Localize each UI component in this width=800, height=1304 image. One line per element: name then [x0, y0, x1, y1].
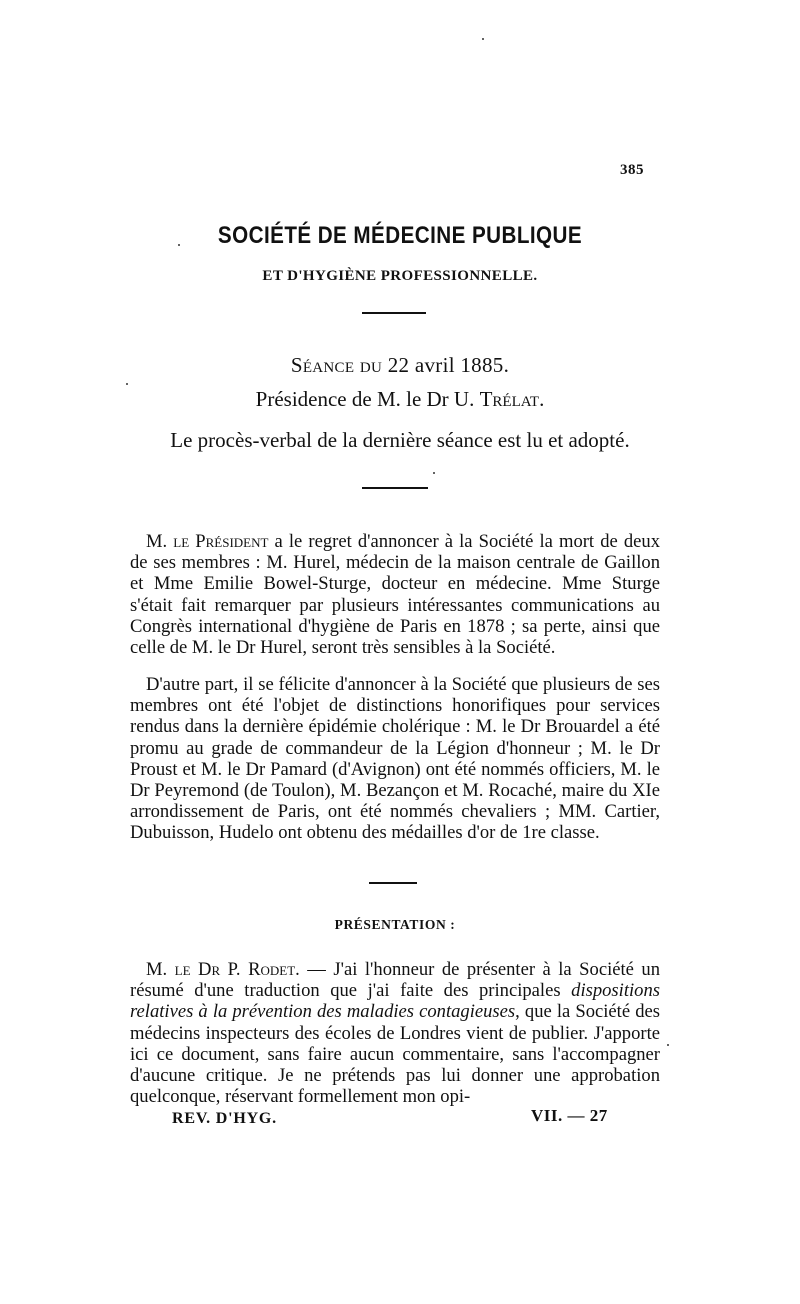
seance-date-line	[130, 353, 670, 378]
society-subtitle: ET D'HYGIÈNE PROFESSIONNELLE.	[262, 268, 538, 284]
seance-prefix: Séance du	[290, 353, 383, 377]
speaker-name: M. le Dr P. Rodet.	[146, 959, 300, 980]
footer-journal: REV. D'HYG.	[172, 1110, 277, 1127]
separator-rule	[362, 487, 428, 489]
seance-date: 22 avril 1885.	[387, 353, 510, 377]
print-speck	[482, 38, 484, 40]
print-speck	[126, 383, 128, 385]
presidence-prefix: Présidence de M. le Dr U.	[255, 387, 475, 411]
page-number: 385	[620, 162, 644, 178]
section-heading: PRÉSENTATION :	[334, 917, 456, 932]
presidence-name: Trélat.	[479, 387, 545, 411]
presidence-line	[130, 387, 670, 412]
paragraph-text: a le regret d'annoncer à la Société la mort de deux de ses membres : M. Hurel, médecin de la maison centrale de Gaillon et Mme Emilie Bowel-Sturge, docteur en médecine. Mme Sturge s'était fait remarquer par plusieurs intéressantes communications au Congrès international d'hygiène de Paris en 1878 ; sa perte, ainsi que celle de M. le Dr Hurel, seront très sensibles à la Société.	[130, 531, 660, 659]
print-speck	[433, 472, 435, 474]
separator-rule	[362, 312, 426, 314]
society-title: SOCIÉTÉ DE MÉDECINE PUBLIQUE	[217, 222, 583, 249]
paragraph-president	[130, 531, 660, 658]
italic-title: dispositions relatives à la prévention des maladies contagieuses	[130, 980, 660, 1023]
print-speck	[178, 244, 180, 246]
paragraph-distinctions: D'autre part, il se félicite d'annoncer à la Société que plusieurs de ses membres ont été l'objet de distinctions honorifiques pour services rendus dans la dernière épidémie cholérique : M. le Dr Brouardel a été promu au grade de commandeur de la Légion d'honneur ; M. le Dr Proust et M. le Dr Pamard (d'Avignon) ont été nommés officiers, M. le Dr Peyremond (de Toulon), M. Bezançon et M. Rocaché, maire du XIe arrondissement de Paris, ont été nommés chevaliers ; MM. Cartier, Dubuisson, Hudelo ont obtenu des médailles d'or de 1re classe.	[130, 674, 660, 844]
paragraph-presentation	[130, 959, 660, 1107]
paragraph-text: — J'ai l'honneur de présenter à la Société un résumé d'une traduction que j'ai faite des principales	[130, 959, 660, 1002]
print-speck	[667, 1044, 669, 1046]
proces-verbal-line: Le procès-verbal de la dernière séance est lu et adopté.	[170, 428, 630, 452]
footer-volume: VII. — 27	[531, 1106, 608, 1125]
speaker-name: M. le Président	[146, 531, 269, 552]
paragraph-text: , que la Société des médecins inspecteurs des écoles de Londres vient de publier. J'apporte ici ce document, sans faire aucun commentaire, sans l'accompagner d'aucune critique. Je ne prétends pas lui donner une approbation quelconque, réservant formellement mon opi-	[130, 1001, 660, 1108]
separator-rule	[369, 882, 417, 884]
